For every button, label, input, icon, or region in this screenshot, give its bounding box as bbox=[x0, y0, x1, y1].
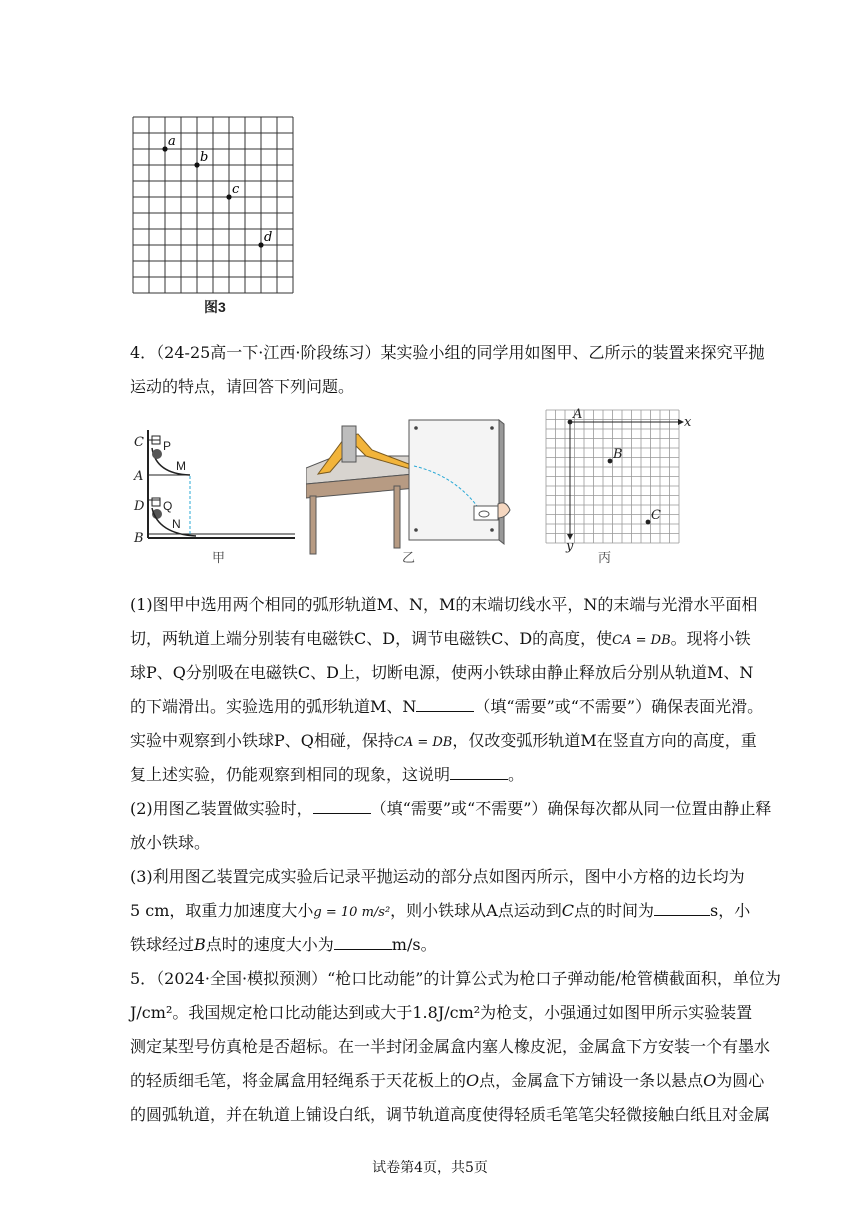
answer-blank[interactable] bbox=[313, 799, 371, 814]
fig3-label-d: d bbox=[264, 230, 273, 245]
answer-blank[interactable] bbox=[334, 935, 392, 950]
answer-blank[interactable] bbox=[654, 901, 710, 916]
jia-label-d: D bbox=[134, 499, 145, 514]
fig3-point-a bbox=[162, 146, 167, 151]
q5-line2: J/cm²。我国规定枪口比动能达到或大于1.8J/cm²为枪支，小强通过如图甲所示实验装置 bbox=[130, 1003, 753, 1022]
q5-line4: 的轻质细毛笔，将金属盒用轻绳系于天花板上的O点，金属盒下方铺设一条以悬点O为圆心 bbox=[130, 1071, 765, 1090]
bing-label-a: A bbox=[573, 407, 583, 422]
q4-p3-line3: 铁球经过B点时的速度大小为 m/s。 bbox=[130, 935, 437, 954]
q5-line1: 5．（2024·全国·模拟预测）“枪口比动能”的计算公式为枪口子弹动能/枪管横截面积，单位为 bbox=[130, 969, 781, 988]
q5-line5: 的圆弧轨道，并在轨道上铺设白纸，调节轨道高度使得轻质毛笔笔尖轻微接触白纸且对金属 bbox=[130, 1105, 771, 1124]
answer-blank[interactable] bbox=[450, 765, 508, 780]
q4-p2-line1: (2)用图乙装置做实验时， （填“需要”或“不需要”）确保每次都从同一位置由静止释 bbox=[130, 799, 772, 818]
jia-label-q: Q bbox=[163, 499, 173, 513]
q4-p3-line2: 5 cm，取重力加速度大小g = 10 m/s²，则小铁球从A点运动到C点的时间为 s，小 bbox=[130, 901, 751, 920]
answer-blank[interactable] bbox=[416, 697, 474, 712]
bing-caption: 丙 bbox=[598, 550, 612, 565]
bing-label-b: B bbox=[613, 447, 623, 462]
q4-p1-line4: 的下端滑出。实验选用的弧形轨道M、N （填“需要”或“不需要”）确保表面光滑。 bbox=[130, 697, 764, 716]
q4-p1-line3: 球P、Q分别吸在电磁铁C、D上，切断电源，使两小铁球由静止释放后分别从轨道M、N bbox=[130, 663, 754, 682]
fig3-point-b bbox=[194, 162, 199, 167]
bing-label-c: C bbox=[651, 508, 661, 523]
figure-jia bbox=[130, 420, 300, 570]
fig3-point-c bbox=[226, 194, 231, 199]
jia-label-p: P bbox=[163, 439, 172, 453]
jia-label-c: C bbox=[134, 435, 144, 450]
figure-bing bbox=[540, 406, 700, 570]
q4-p1-line1: (1)图甲中选用两个相同的弧形轨道M、N，M的末端切线水平，N的末端与光滑水平面相 bbox=[130, 595, 758, 614]
figure-3-caption: 图3 bbox=[204, 299, 226, 315]
figure-3-grid bbox=[132, 116, 296, 316]
bing-label-y: y bbox=[566, 539, 574, 554]
jia-label-a: A bbox=[134, 469, 144, 484]
q4-p3-line1: (3)利用图乙装置完成实验后记录平抛运动的部分点如图丙所示，图中小方格的边长均为 bbox=[130, 867, 745, 886]
bing-label-x: x bbox=[684, 415, 692, 430]
figure-yi bbox=[306, 406, 526, 570]
q4-p1-line5: 实验中观察到小铁球P、Q相碰，保持CA = DB，仅改变弧形轨道M在竖直方向的高度，重 bbox=[130, 731, 757, 750]
q5-line3: 测定某型号仿真枪是否超标。在一半封闭金属盒内塞人橡皮泥，金属盒下方安装一个有墨水 bbox=[130, 1037, 771, 1056]
fig3-label-a: a bbox=[168, 134, 176, 149]
fig3-point-d bbox=[258, 242, 263, 247]
jia-label-m: M bbox=[176, 459, 186, 473]
jia-label-n: N bbox=[172, 517, 181, 531]
fig3-label-b: b bbox=[200, 150, 209, 165]
yi-caption: 乙 bbox=[402, 550, 416, 565]
q4-intro-line2: 运动的特点，请回答下列问题。 bbox=[130, 377, 355, 396]
jia-caption: 甲 bbox=[212, 550, 226, 565]
jia-label-b: B bbox=[134, 531, 144, 546]
fig3-label-c: c bbox=[232, 182, 240, 197]
q4-intro-line1: 4．（24-25高一下·江西·阶段练习）某实验小组的同学用如图甲、乙所示的装置来探究平抛 bbox=[130, 343, 765, 362]
page-footer: 试卷第4页，共5页 bbox=[372, 1160, 488, 1176]
q4-p2-line2: 放小铁球。 bbox=[130, 833, 211, 852]
q4-p1-line2: 切，两轨道上端分别装有电磁铁C、D，调节电磁铁C、D的高度，使CA = DB。现将小铁 bbox=[130, 629, 751, 648]
q4-p1-line6: 复上述实验，仍能观察到相同的现象，这说明 。 bbox=[130, 765, 525, 784]
